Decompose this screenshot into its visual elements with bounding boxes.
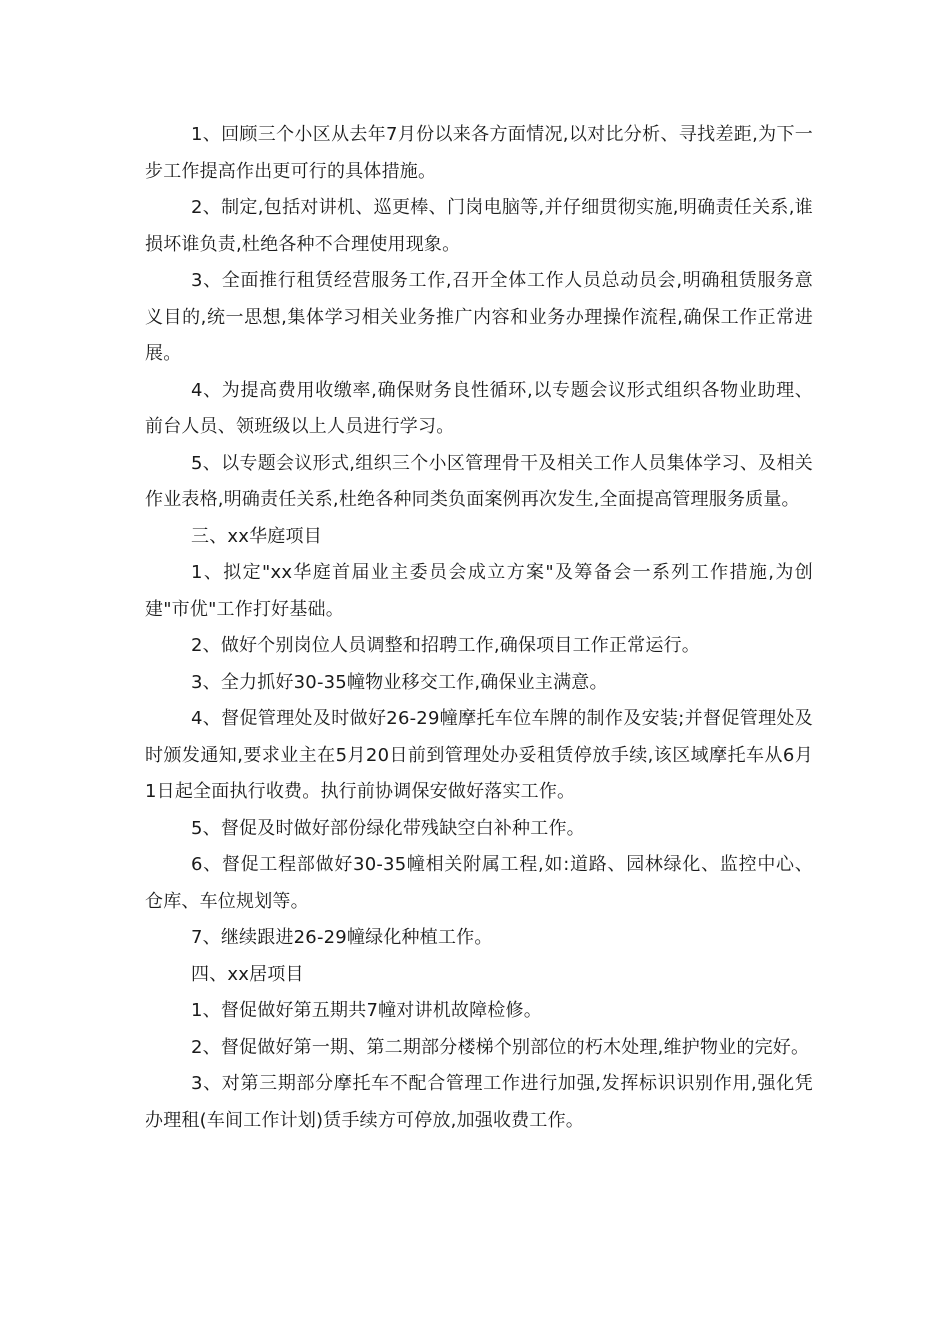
paragraph-4: 4、为提高费用收缴率,确保财务良性循环,以专题会议形式组织各物业助理、前台人员、领班级以上人员进行学习。 [145, 379, 813, 437]
paragraph-8: 3、全力抓好30-35幢物业移交工作,确保业主满意。 [191, 671, 608, 693]
paragraph-13: 1、督促做好第五期共7幢对讲机故障检修。 [191, 1000, 542, 1021]
paragraph-7: 2、做好个别岗位人员调整和招聘工作,确保项目工作正常运行。 [191, 635, 700, 656]
paragraph-15: 3、对第三期部分摩托车不配合管理工作进行加强,发挥标识识别作用,强化凭办理租(车间工作计划)赁手续方可停放,加强收费工作。 [145, 1073, 813, 1131]
section-heading-ju: 四、xx居项目 [191, 963, 304, 985]
paragraph-2: 2、制定,包括对讲机、巡更棒、门岗电脑等,并仔细贯彻实施,明确责任关系,谁损坏谁负责,杜绝各种不合理使用现象。 [145, 197, 813, 255]
document-body [145, 117, 813, 1139]
paragraph-14: 2、督促做好第一期、第二期部分楼梯个别部位的朽木处理,维护物业的完好。 [191, 1036, 810, 1058]
paragraph-5: 5、以专题会议形式,组织三个小区管理骨干及相关工作人员集体学习、及相关作业表格,明确责任关系,杜绝各种同类负面案例再次发生,全面提高管理服务质量。 [145, 452, 813, 510]
paragraph-9: 4、督促管理处及时做好26-29幢摩托车位车牌的制作及安装;并督促管理处及时颁发通知,要求业主在5月20日前到管理处办妥租赁停放手续,该区域摩托车从6月1日起全面执行收费。执行前协调保安做好落实工作。 [145, 708, 813, 802]
paragraph-6: 1、拟定"xx华庭首届业主委员会成立方案"及筹备会一系列工作措施,为创建"市优"工作打好基础。 [145, 562, 813, 620]
paragraph-11: 6、督促工程部做好30-35幢相关附属工程,如:道路、园林绿化、监控中心、仓库、车位规划等。 [145, 854, 813, 912]
paragraph-10: 5、督促及时做好部份绿化带残缺空白补种工作。 [191, 817, 585, 839]
paragraph-1: 1、回顾三个小区从去年7月份以来各方面情况,以对比分析、寻找差距,为下一步工作提高作出更可行的具体措施。 [145, 124, 813, 182]
paragraph-3: 3、全面推行租赁经营服务工作,召开全体工作人员总动员会,明确租赁服务意义目的,统一思想,集体学习相关业务推广内容和业务办理操作流程,确保工作正常进展。 [145, 270, 813, 364]
paragraph-12: 7、继续跟进26-29幢绿化种植工作。 [191, 927, 493, 948]
section-heading-huating: 三、xx华庭项目 [191, 525, 322, 547]
